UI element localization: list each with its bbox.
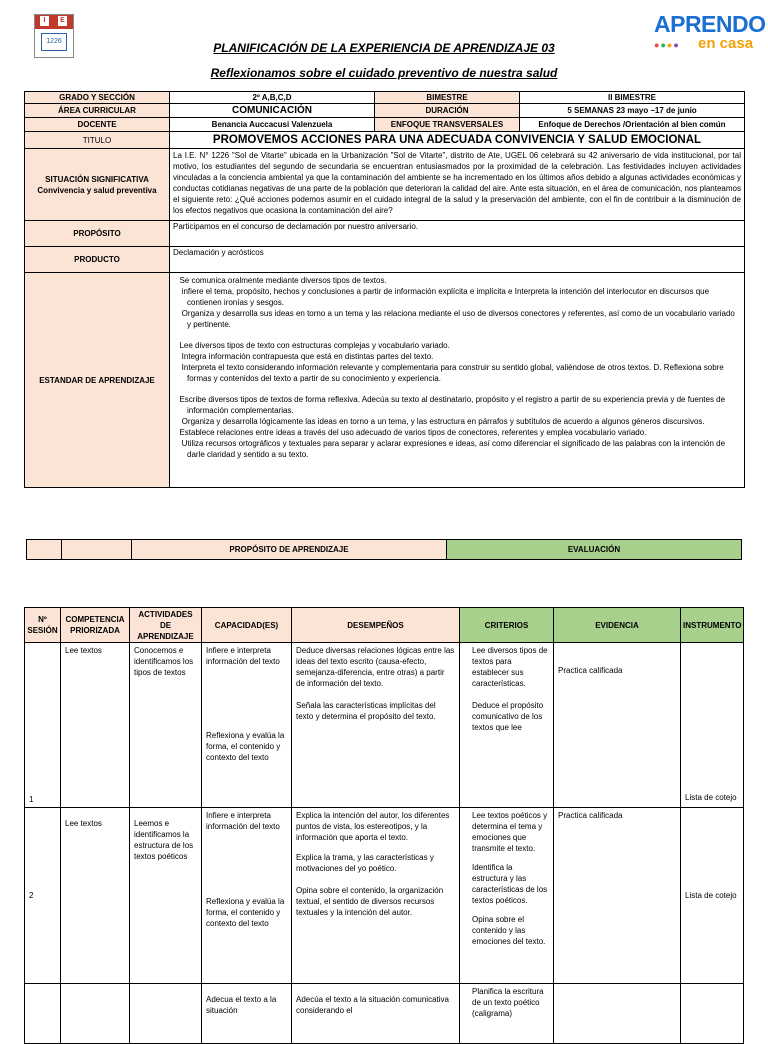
estandar-item: Escribe diversos tipos de textos de forma reflexiva. Adecúa su texto al destinatario, propósito y el registro a partir de su experiencia previa y de fuentes de información complementarias. [179,395,726,415]
criterio-cell: Planifica la escritura de un texto poético (caligrama) [460,984,554,1044]
desempeno-cell [292,808,460,984]
criterio-text: Lee textos poéticos y determina el tema y emociones que transmite el texto. [472,811,548,853]
titulo-value: PROMOVEMOS ACCIONES PARA UNA ADECUADA CONVIVENCIA Y SALUD EMOCIONAL [170,132,745,149]
page-title: PLANIFICACIÓN DE LA EXPERIENCIA DE APRENDIZAJE 03 [213,41,555,55]
estandar-list [170,273,745,488]
criterio-text: Identifica la estructura y las características de los textos poéticos. [472,863,548,905]
actividad-cell: Leemos e identificamos la estructura de los textos poéticos [130,808,202,984]
area-value: COMUNICACIÓN [170,104,375,118]
duracion-label: DURACIÓN [375,104,520,118]
logo-letter: E [58,16,67,26]
docente-label: DOCENTE [25,118,170,132]
bar-cell-empty [62,540,132,560]
capacidad-cell [202,808,292,984]
desempeno-text: Opina sobre el contenido, la organización textual, el sentido de diversos recursos textuales y la intención del autor. [296,886,444,917]
header-capacidades: CAPACIDAD(ES) [202,608,292,643]
desempeno-cell [292,643,460,808]
proposito-label: PROPÓSITO [25,221,170,247]
evidencia-cell: Practica calificada [554,643,681,808]
estandar-label: ESTANDAR DE APRENDIZAJE [25,273,170,488]
table-row [25,643,744,808]
competencia-cell: Lee textos [61,643,130,808]
actividad-cell [130,984,202,1044]
brand-dots-icon: ●●●● [654,40,680,50]
brand-word-1: APRENDO [654,11,766,37]
situacion-title: SITUACIÓN SIGNIFICATIVA [45,174,149,184]
header-sesion: Nº SESIÓN [25,608,61,643]
bimestre-value: II BIMESTRE [520,92,745,104]
logo-letter: I [40,16,49,26]
grado-label: GRADO Y SECCIÓN [25,92,170,104]
instrumento-text: Lista de cotejo [685,793,737,802]
capacidad-text: Reflexiona y evalúa la forma, el contenido y contexto del texto [206,897,285,928]
duracion-value: 5 SEMANAS 23 mayo –17 de junio [520,104,745,118]
header-criterios: CRITERIOS [460,608,554,643]
capacidad-text: Infiere e interpreta información del texto [206,646,280,666]
competencia-cell: Lee textos [61,808,130,984]
producto-label: PRODUCTO [25,247,170,273]
proposito-value: Participamos en el concurso de declamación por nuestro aniversario. [170,221,745,247]
estandar-item: infiere el tema, propósito, hechos y conclusiones a partir de información explícita e implícita e Interpreta la intención del interlocutor en discursos que contienen ironías y sesgos. [179,287,710,307]
page-subtitle: Reflexionamos sobre el cuidado preventivo de nuestra salud [210,66,558,80]
estandar-item: Se comunica oralmente mediante diversos tipos de textos. [179,276,387,285]
session-number: 2 [29,891,34,900]
session-number: 1 [29,795,34,804]
table-row [25,984,744,1044]
titulo-label: TITULO [25,132,170,149]
estandar-item: Interpreta el texto considerando información relevante y complementaria para construir su sentido global, valiéndose de otros textos. D. Reflexiona sobre formas y contenidos del texto a partir de su conocimiento y experiencia. [179,363,724,383]
enfoque-label: ENFOQUE TRANSVERSALES [375,118,520,132]
header-competencia: COMPETENCIA PRIORIZADA [61,608,130,643]
bar-cell-empty [27,540,62,560]
capacidad-text: Infiere e interpreta información del texto [206,811,280,831]
situacion-label [25,149,170,221]
situacion-subtitle: Convivencia y salud preventiva [37,185,157,195]
capacidad-text: Reflexiona y evalúa la forma, el contenido y contexto del texto [206,731,285,762]
situacion-text: La I.E. N° 1226 "Sol de Vitarte" ubicada en la Urbanización "Sol de Vitarte", distrito de Ate, UGEL 06 celebrará su 42 aniversario de vida institucional, por tal motivo, los estudiantes del segundo de secundaria se encuentran entusiasmados por la proximidad de la celebración. Las festividades incluyen actividades vinculadas a la conciencia ambiental ya que la contaminación del ambiente se ha incrementado en los últimos años debido a algunas actividades económicas y conductas cotidianas negativas de una parte de la población que deterioran la calidad del aire. Ante esta situación, en el área de comunicación, nos planteamos el siguiente reto: ¿Qué acciones podemos asumir en el cuidado integral de la salud y la preservación del ambiente, con el fin de contribuir a la disminución de los efectos negativos que ocasiona la contaminación del aire? [170,149,745,221]
criterio-cell [460,643,554,808]
actividad-cell: Conocemos e identificamos los tipos de textos [130,643,202,808]
instrumento-cell [681,643,744,808]
desempeno-text: Explica la intención del autor, los diferentes puntos de vista, los estereotipos, y la información que aporta el texto. [296,811,450,842]
desempeno-text: Deduce diversas relaciones lógicas entre las ideas del texto escrito (causa-efecto, semejanza-diferencia, entre otras) a partir de información del texto. [296,646,455,688]
instrumento-cell: Lista de cotejo [681,808,744,984]
criterio-text: Lee diversos tipos de textos para establecer sus características. [472,646,548,688]
instrumento-cell [681,984,744,1044]
desempeno-cell: Adecúa el texto a la situación comunicativa considerando el [292,984,460,1044]
desempeno-text: Explica la trama, y las características y motivaciones del yo poético. [296,853,434,873]
evidencia-cell [554,984,681,1044]
purpose-evaluation-bar [26,539,742,560]
criterio-text: Deduce el propósito comunicativo de los textos que lee [472,701,544,732]
evidencia-cell: Practica calificada [554,808,681,984]
estandar-item: Organiza y desarrolla lógicamente las ideas en torno a un tema, y las estructura en párrafos y subtítulos de acuerdo a algunos géneros discursivos. [179,417,705,426]
enfoque-value: Enfoque de Derechos /Orientación al bien común [520,118,745,132]
criterio-text: Opina sobre el contenido y las emociones del texto. [472,915,546,946]
table-row [25,808,744,984]
session-number-cell [25,808,61,984]
header-evidencia: EVIDENCIA [554,608,681,643]
brand-word-2: en casa [698,35,754,52]
capacidad-cell [202,643,292,808]
session-number-cell [25,643,61,808]
producto-value: Declamación y acrósticos [170,247,745,273]
header-desempenos: DESEMPEÑOS [292,608,460,643]
info-table [24,91,745,488]
bar-evaluacion: EVALUACIÓN [447,540,742,560]
estandar-item: Organiza y desarrolla sus ideas en torno a un tema y las relaciona mediante el uso de diversos conectores y referentes, así como de un vocabulario variado y pertinente. [179,309,735,329]
header-actividades: ACTIVIDADES DE APRENDIZAJE [130,608,202,643]
competencia-cell [61,984,130,1044]
estandar-item: Integra información contrapuesta que está en distintas partes del texto. [179,352,434,361]
bar-proposito: PROPÓSITO DE APRENDIZAJE [132,540,447,560]
estandar-item: Utiliza recursos ortográficos y textuales para separar y aclarar expresiones e ideas, así como diferenciar el significado de las palabras con la intención de darle claridad y sentido a su texto. [179,439,726,459]
bimestre-label: BIMESTRE [375,92,520,104]
docente-value: Benancia Auccacusi Valenzuela [170,118,375,132]
logo-badge: 1226 [41,33,67,51]
estandar-item: Lee diversos tipos de texto con estructuras complejas y vocabulario variado. [179,341,450,350]
grado-value: 2º A,B,C,D [170,92,375,104]
criterio-cell [460,808,554,984]
area-label: ÁREA CURRICULAR [25,104,170,118]
header-instrumento: INSTRUMENTO [681,608,744,643]
session-number-cell [25,984,61,1044]
sessions-table [24,607,744,1044]
estandar-item: Establece relaciones entre ideas a través del uso adecuado de varios tipos de conectores, referentes y emplea vocabulario variado. [179,428,647,437]
desempeno-text: Señala las características implícitas del texto y determina el propósito del texto. [296,701,436,721]
capacidad-cell: Adecua el texto a la situación [202,984,292,1044]
